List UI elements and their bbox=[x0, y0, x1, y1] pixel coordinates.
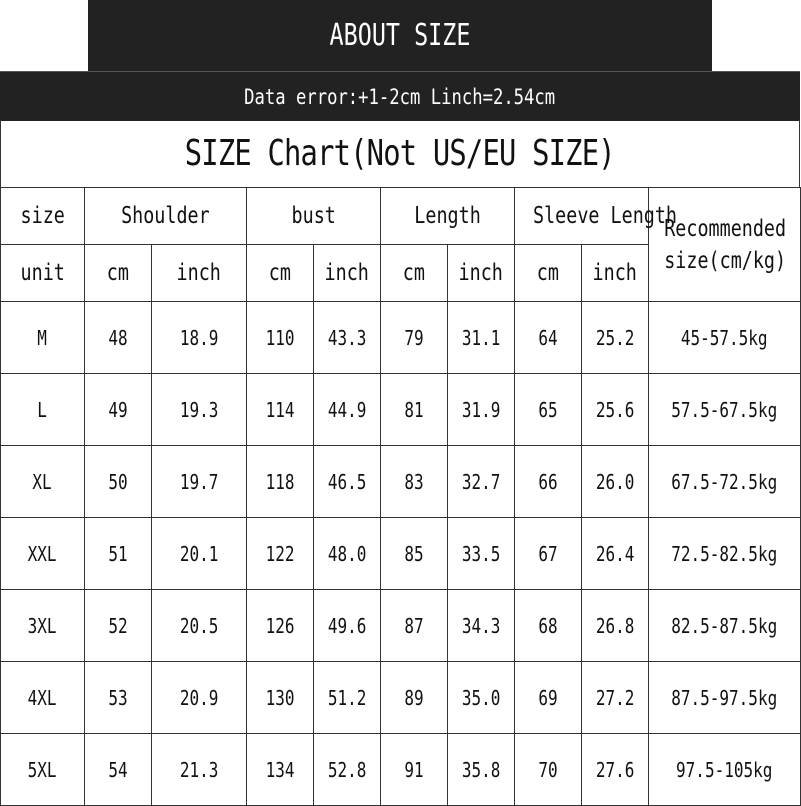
length-cm-header: cm bbox=[381, 245, 448, 302]
table-cell-size bbox=[1, 734, 85, 806]
table-cell-shoulder-cm bbox=[85, 518, 152, 590]
cell-value: 44.9 bbox=[327, 397, 367, 422]
cell-value: 19.3 bbox=[179, 397, 219, 422]
cell-value: 53 bbox=[108, 685, 128, 710]
sleeve-inch-header: inch bbox=[582, 245, 649, 302]
table-cell-shoulder-in bbox=[152, 734, 247, 806]
table-cell-size bbox=[1, 446, 85, 518]
cell-value: 48.0 bbox=[327, 541, 367, 566]
unit-column-header: unit bbox=[1, 245, 85, 302]
cell-value: 122 bbox=[265, 541, 295, 566]
table-cell-sleeve-in bbox=[582, 662, 649, 734]
table-cell-length-in bbox=[448, 374, 515, 446]
cell-value: 85 bbox=[404, 541, 424, 566]
table-cell-sleeve-cm bbox=[515, 662, 582, 734]
cell-value: 26.0 bbox=[595, 469, 635, 494]
table-cell-size bbox=[1, 518, 85, 590]
data-error-note: Data error:+1-2cm Linch=2.54cm bbox=[244, 84, 556, 109]
table-row bbox=[1, 446, 801, 518]
table-cell-rec bbox=[649, 302, 801, 374]
cell-value: 45-57.5kg bbox=[681, 325, 768, 350]
sleeve-cm-header: cm bbox=[515, 245, 582, 302]
table-cell-rec bbox=[649, 518, 801, 590]
table-cell-length-in bbox=[448, 662, 515, 734]
cell-value: 89 bbox=[404, 685, 424, 710]
table-cell-sleeve-in bbox=[582, 518, 649, 590]
cell-value: 51.2 bbox=[327, 685, 367, 710]
sleeve-length-header: Sleeve Length bbox=[515, 188, 649, 245]
table-cell-shoulder-cm bbox=[85, 590, 152, 662]
table-cell-bust-cm bbox=[247, 662, 314, 734]
cell-value: 43.3 bbox=[327, 325, 367, 350]
cell-value: 130 bbox=[265, 685, 295, 710]
about-size-title: ABOUT SIZE bbox=[329, 18, 471, 53]
table-cell-rec bbox=[649, 374, 801, 446]
cell-value: 4XL bbox=[28, 685, 57, 710]
table-cell-bust-cm bbox=[247, 446, 314, 518]
cell-value: 91 bbox=[404, 757, 424, 782]
cell-value: 32.7 bbox=[461, 469, 501, 494]
table-cell-bust-in bbox=[314, 374, 381, 446]
cell-value: 97.5-105kg bbox=[676, 757, 773, 782]
cell-value: 81 bbox=[404, 397, 424, 422]
cell-value: 114 bbox=[265, 397, 295, 422]
cell-value: 35.0 bbox=[461, 685, 501, 710]
table-cell-bust-cm bbox=[247, 590, 314, 662]
size-chart-table bbox=[0, 187, 801, 806]
cell-value: 48 bbox=[108, 325, 128, 350]
cell-value: 46.5 bbox=[327, 469, 367, 494]
table-row bbox=[1, 374, 801, 446]
cell-value: M bbox=[37, 325, 48, 350]
table-cell-bust-in bbox=[314, 518, 381, 590]
table-row bbox=[1, 302, 801, 374]
table-row bbox=[1, 662, 801, 734]
cell-value: 51 bbox=[108, 541, 128, 566]
shoulder-inch-header: inch bbox=[152, 245, 247, 302]
shoulder-header: Shoulder bbox=[85, 188, 247, 245]
table-cell-length-in bbox=[448, 590, 515, 662]
cell-value: 20.1 bbox=[179, 541, 219, 566]
table-cell-shoulder-cm bbox=[85, 374, 152, 446]
cell-value: 27.2 bbox=[595, 685, 635, 710]
table-cell-rec bbox=[649, 590, 801, 662]
table-cell-sleeve-in bbox=[582, 374, 649, 446]
about-size-banner bbox=[88, 0, 712, 71]
recommended-size-header: Recommended size(cm/kg) bbox=[649, 188, 801, 302]
header-row-measurements bbox=[1, 188, 801, 245]
size-column-header: size bbox=[1, 188, 85, 245]
table-cell-shoulder-cm bbox=[85, 446, 152, 518]
cell-value: 49 bbox=[108, 397, 128, 422]
table-cell-length-in bbox=[448, 446, 515, 518]
bust-cm-header: cm bbox=[247, 245, 314, 302]
cell-value: 87.5-97.5kg bbox=[671, 685, 778, 710]
table-cell-rec bbox=[649, 662, 801, 734]
table-cell-length-in bbox=[448, 302, 515, 374]
cell-value: 18.9 bbox=[179, 325, 219, 350]
table-cell-bust-in bbox=[314, 446, 381, 518]
bust-inch-header: inch bbox=[314, 245, 381, 302]
bust-header: bust bbox=[247, 188, 381, 245]
size-chart-title-band bbox=[0, 120, 800, 188]
cell-value: 52 bbox=[108, 613, 128, 638]
table-cell-size bbox=[1, 590, 85, 662]
table-cell-bust-cm bbox=[247, 734, 314, 806]
table-cell-sleeve-cm bbox=[515, 374, 582, 446]
cell-value: 57.5-67.5kg bbox=[671, 397, 778, 422]
cell-value: 20.9 bbox=[179, 685, 219, 710]
table-cell-shoulder-in bbox=[152, 662, 247, 734]
table-cell-shoulder-cm bbox=[85, 734, 152, 806]
cell-value: 68 bbox=[538, 613, 558, 638]
table-cell-length-cm bbox=[381, 590, 448, 662]
table-cell-sleeve-cm bbox=[515, 518, 582, 590]
table-row bbox=[1, 518, 801, 590]
cell-value: 26.4 bbox=[595, 541, 635, 566]
table-cell-length-cm bbox=[381, 662, 448, 734]
table-cell-size bbox=[1, 374, 85, 446]
table-row bbox=[1, 590, 801, 662]
cell-value: 49.6 bbox=[327, 613, 367, 638]
table-cell-size bbox=[1, 662, 85, 734]
cell-value: 31.9 bbox=[461, 397, 501, 422]
table-cell-length-cm bbox=[381, 518, 448, 590]
cell-value: 52.8 bbox=[327, 757, 367, 782]
cell-value: 26.8 bbox=[595, 613, 635, 638]
cell-value: 67 bbox=[538, 541, 558, 566]
cell-value: 83 bbox=[404, 469, 424, 494]
table-cell-sleeve-in bbox=[582, 590, 649, 662]
cell-value: 27.6 bbox=[595, 757, 635, 782]
cell-value: 50 bbox=[108, 469, 128, 494]
table-cell-shoulder-cm bbox=[85, 302, 152, 374]
cell-value: 5XL bbox=[28, 757, 57, 782]
table-cell-bust-in bbox=[314, 590, 381, 662]
cell-value: 69 bbox=[538, 685, 558, 710]
cell-value: 25.2 bbox=[595, 325, 635, 350]
cell-value: 3XL bbox=[28, 613, 57, 638]
cell-value: 66 bbox=[538, 469, 558, 494]
table-cell-shoulder-cm bbox=[85, 662, 152, 734]
size-chart-body bbox=[1, 188, 801, 806]
shoulder-cm-header: cm bbox=[85, 245, 152, 302]
table-cell-length-cm bbox=[381, 734, 448, 806]
cell-value: 20.5 bbox=[179, 613, 219, 638]
table-cell-rec bbox=[649, 446, 801, 518]
table-cell-length-in bbox=[448, 734, 515, 806]
data-error-banner bbox=[0, 71, 800, 121]
table-cell-sleeve-cm bbox=[515, 734, 582, 806]
cell-value: 87 bbox=[404, 613, 424, 638]
cell-value: XL bbox=[32, 469, 53, 494]
cell-value: 79 bbox=[404, 325, 424, 350]
length-header: Length bbox=[381, 188, 515, 245]
cell-value: XXL bbox=[28, 541, 57, 566]
table-cell-bust-in bbox=[314, 734, 381, 806]
table-cell-length-cm bbox=[381, 302, 448, 374]
cell-value: 21.3 bbox=[179, 757, 219, 782]
size-chart-title: SIZE Chart(Not US/EU SIZE) bbox=[184, 133, 616, 174]
table-cell-shoulder-in bbox=[152, 590, 247, 662]
cell-value: 34.3 bbox=[461, 613, 501, 638]
table-cell-shoulder-in bbox=[152, 518, 247, 590]
cell-value: 33.5 bbox=[461, 541, 501, 566]
cell-value: 72.5-82.5kg bbox=[671, 541, 778, 566]
table-cell-size bbox=[1, 302, 85, 374]
cell-value: 118 bbox=[265, 469, 295, 494]
table-cell-bust-cm bbox=[247, 518, 314, 590]
table-cell-bust-in bbox=[314, 662, 381, 734]
cell-value: 126 bbox=[265, 613, 295, 638]
cell-value: 110 bbox=[265, 325, 295, 350]
cell-value: 65 bbox=[538, 397, 558, 422]
cell-value: 31.1 bbox=[461, 325, 501, 350]
table-row bbox=[1, 734, 801, 806]
table-cell-shoulder-in bbox=[152, 446, 247, 518]
cell-value: 64 bbox=[538, 325, 558, 350]
cell-value: 82.5-87.5kg bbox=[671, 613, 778, 638]
table-cell-sleeve-cm bbox=[515, 446, 582, 518]
table-cell-sleeve-in bbox=[582, 446, 649, 518]
table-cell-shoulder-in bbox=[152, 374, 247, 446]
table-cell-sleeve-cm bbox=[515, 302, 582, 374]
cell-value: 25.6 bbox=[595, 397, 635, 422]
cell-value: 19.7 bbox=[179, 469, 219, 494]
table-cell-sleeve-in bbox=[582, 302, 649, 374]
table-cell-length-cm bbox=[381, 446, 448, 518]
cell-value: 67.5-72.5kg bbox=[671, 469, 778, 494]
cell-value: 54 bbox=[108, 757, 128, 782]
table-cell-length-in bbox=[448, 518, 515, 590]
length-inch-header: inch bbox=[448, 245, 515, 302]
table-cell-sleeve-cm bbox=[515, 590, 582, 662]
table-cell-bust-in bbox=[314, 302, 381, 374]
table-cell-bust-cm bbox=[247, 302, 314, 374]
cell-value: 134 bbox=[265, 757, 295, 782]
table-cell-shoulder-in bbox=[152, 302, 247, 374]
cell-value: L bbox=[37, 397, 48, 422]
table-cell-length-cm bbox=[381, 374, 448, 446]
table-cell-rec bbox=[649, 734, 801, 806]
table-cell-sleeve-in bbox=[582, 734, 649, 806]
cell-value: 70 bbox=[538, 757, 558, 782]
table-cell-bust-cm bbox=[247, 374, 314, 446]
cell-value: 35.8 bbox=[461, 757, 501, 782]
